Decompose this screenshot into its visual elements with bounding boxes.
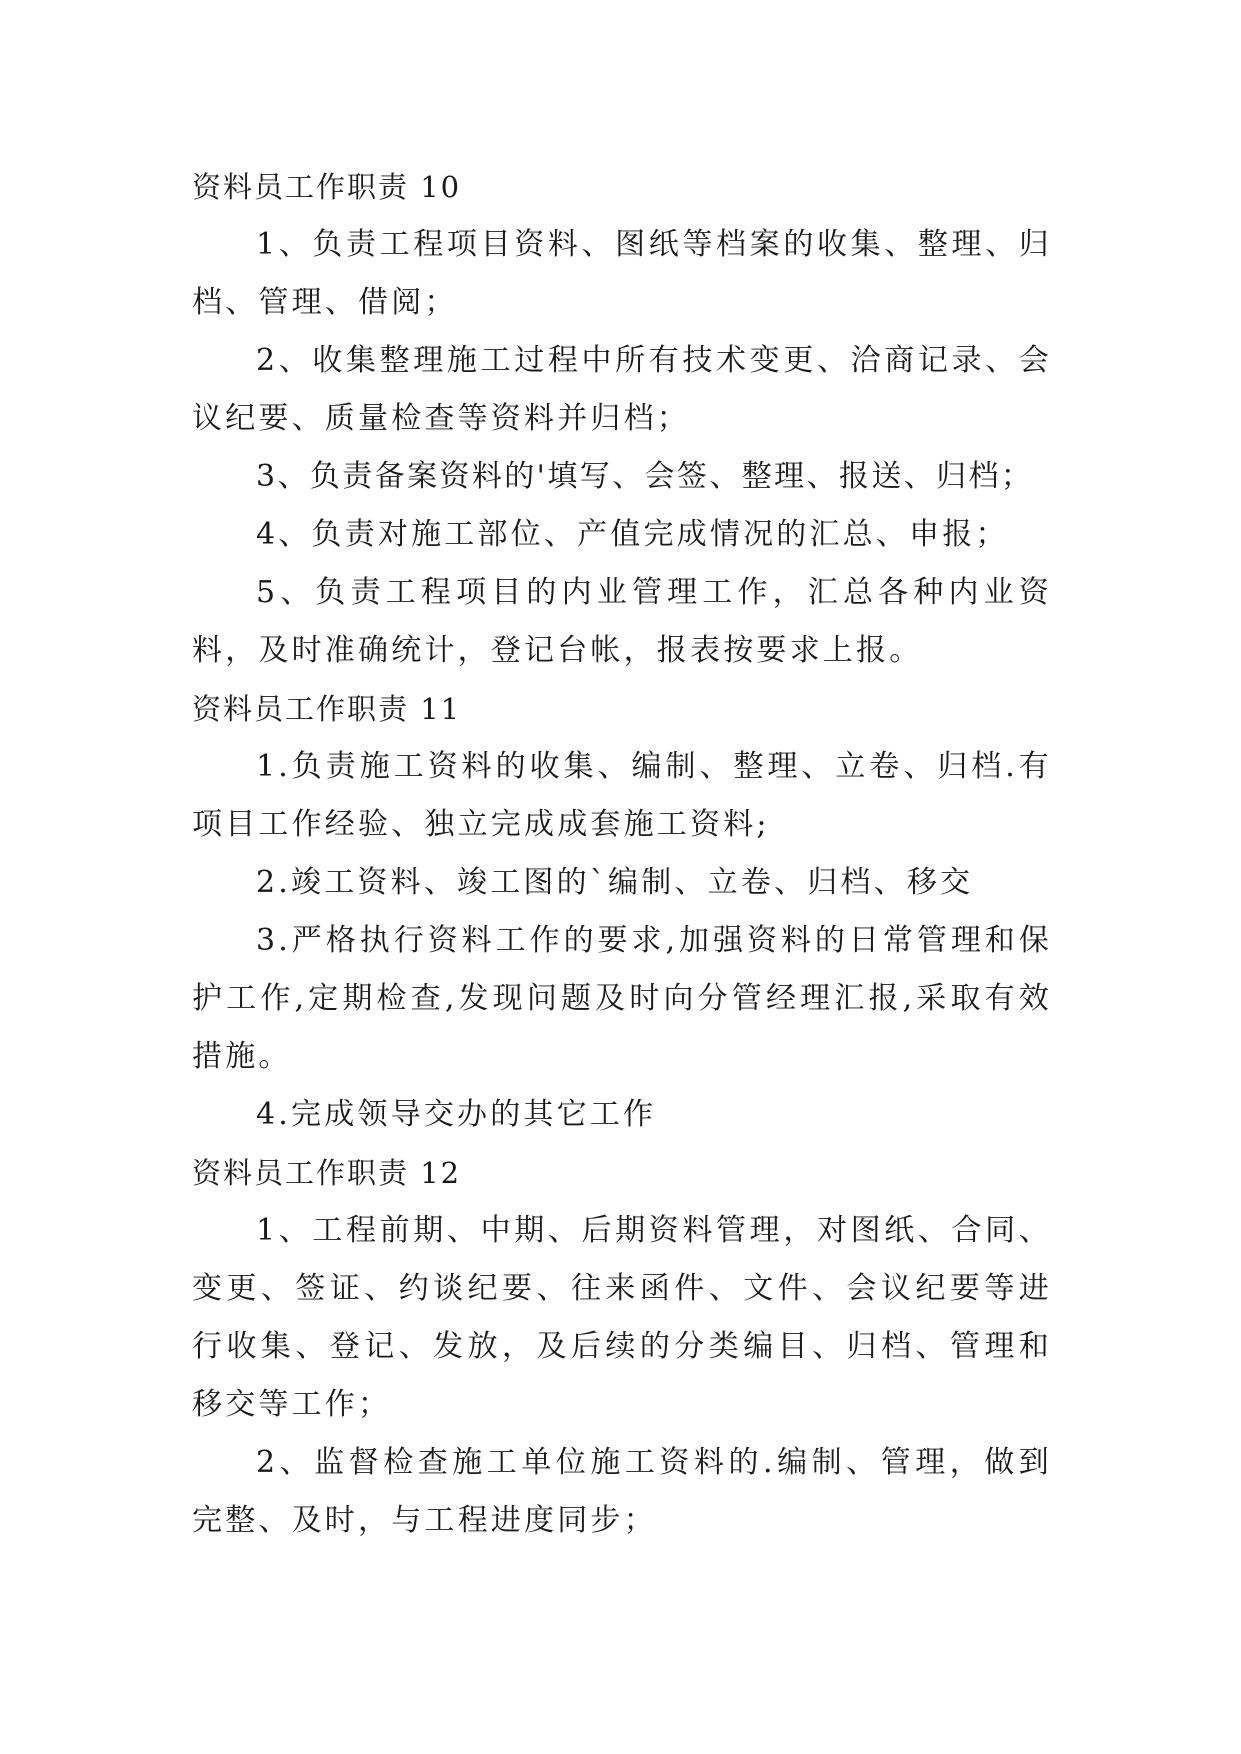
section-title-11: 资料员工作职责 11 xyxy=(192,692,462,726)
section-11-item-1: 1.负责施工资料的收集、编制、整理、立卷、归档.有项目工作经验、独立完成成套施工资料; xyxy=(192,749,1052,842)
section-11-item-4: 4.完成领导交办的其它工作 xyxy=(256,1097,657,1132)
section-10-item-2: 2、收集整理施工过程中所有技术变更、洽商记录、会议纪要、质量检查等资料并归档； xyxy=(192,343,1052,436)
section-10-item-4: 4、负责对施工部位、产值完成情况的汇总、申报； xyxy=(256,517,1009,552)
section-title-12: 资料员工作职责 12 xyxy=(192,1156,462,1190)
section-10-item-5: 5、负责工程项目的内业管理工作，汇总各种内业资料，及时准确统计，登记台帐，报表按要求上报。 xyxy=(192,575,1052,668)
section-11-item-3: 3.严格执行资料工作的要求,加强资料的日常管理和保护工作,定期检查,发现问题及时向分管经理汇报,采取有效措施。 xyxy=(192,923,1052,1074)
section-title-10: 资料员工作职责 10 xyxy=(192,170,462,204)
section-12-item-1: 1、工程前期、中期、后期资料管理，对图纸、合同、变更、签证、约谈纪要、往来函件、文件、会议纪要等进行收集、登记、发放，及后续的分类编目、归档、管理和移交等工作； xyxy=(192,1213,1052,1422)
section-12-item-2: 2、监督检查施工单位施工资料的.编制、管理，做到完整、及时，与工程进度同步； xyxy=(192,1445,1052,1538)
section-10-item-3: 3、负责备案资料的'填写、会签、整理、报送、归档； xyxy=(256,459,1034,494)
section-10-item-1: 1、负责工程项目资料、图纸等档案的收集、整理、归档、管理、借阅； xyxy=(192,227,1052,320)
document-page xyxy=(192,158,1052,1550)
section-11-item-2: 2.竣工资料、竣工图的`编制、立卷、归档、移交 xyxy=(256,865,974,900)
